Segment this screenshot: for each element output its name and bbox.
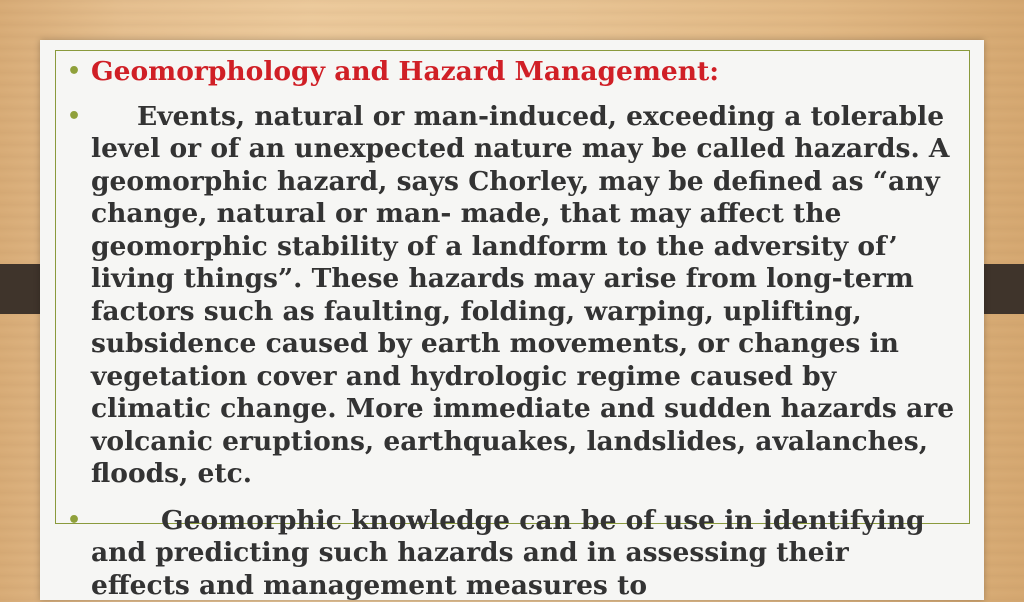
slide-content — [66, 56, 956, 602]
slide-heading: Geomorphology and Hazard Management: — [91, 56, 719, 87]
paragraph-1-first-line: Events, natural or man-induced, exceeding a tolerable — [91, 101, 956, 134]
paragraph-2-first-line: Geomorphic knowledge can be of use in identifying — [91, 505, 956, 538]
heading-bullet — [66, 56, 956, 89]
paragraph-bullet-1 — [66, 101, 956, 491]
paragraph-bullet-2 — [66, 505, 956, 602]
paragraph-2-body: and predicting such hazards and in assessing their effects and management measures to — [91, 537, 956, 602]
bullet-dot-icon: • — [67, 505, 81, 538]
bullet-dot-icon: • — [67, 56, 81, 89]
paragraph-1-body: level or of an unexpected nature may be called hazards. A geomorphic hazard, says Chorley, may be defined as “any change, natural or man- made, that may affect the geomorphic stability of a landform to the adversity of’ living things”. These hazards may arise from long-term factors such as faulting, folding, warping, uplifting, subsidence caused by earth movements, or changes in vegetation cover and hydrologic regime caused by climatic change. More immediate and sudden hazards are volcanic eruptions, earthquakes, landslides, avalanches, floods, etc. — [91, 133, 956, 491]
bullet-dot-icon: • — [67, 101, 81, 134]
